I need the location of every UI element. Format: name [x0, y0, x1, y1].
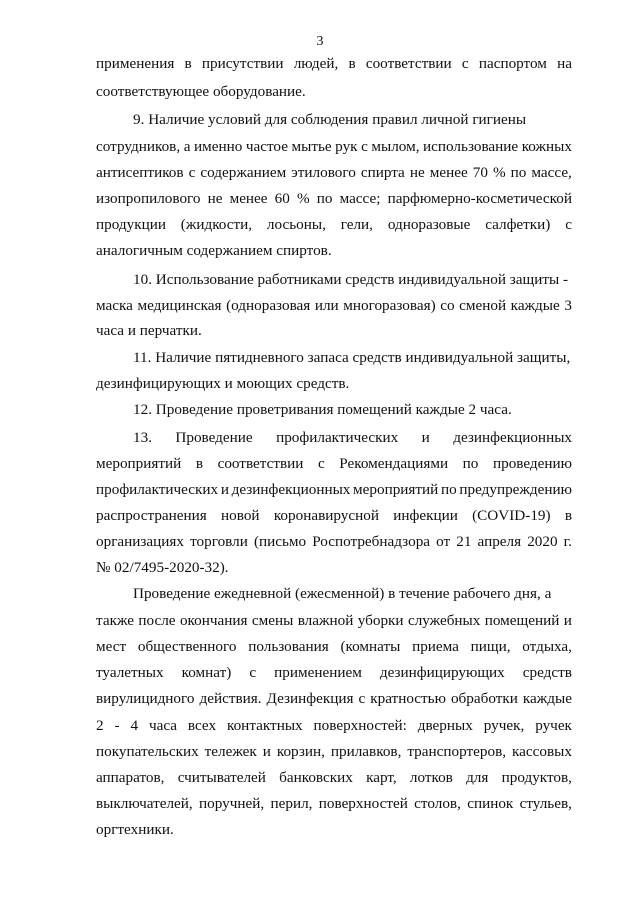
word: аппаратов, — [96, 769, 165, 786]
word: банковских — [279, 769, 353, 786]
text-line: 11. Наличие пятидневного запаса средств индивидуальной защиты, — [133, 349, 571, 366]
word: соответствии — [365, 55, 452, 72]
word: 13. — [133, 429, 152, 446]
word: пользования — [248, 638, 329, 655]
word: на — [557, 55, 572, 72]
word: изопропилового — [96, 190, 201, 207]
word: карт, — [366, 769, 397, 786]
word: Дезинфекция — [266, 690, 354, 707]
word: и — [421, 429, 430, 446]
word: поручней, — [199, 795, 265, 812]
word: соответствии — [217, 455, 304, 472]
word: в — [195, 455, 204, 472]
text-line: аналогичным содержанием спиртов. — [96, 242, 332, 259]
word: прилавков, — [330, 743, 402, 760]
word: (жидкости, — [180, 216, 253, 233]
word: с — [188, 164, 196, 181]
word: Роспотребнадзора — [312, 533, 431, 550]
word: тележек — [204, 743, 257, 760]
word: 2 — [96, 717, 104, 734]
word: с — [249, 664, 257, 681]
word: окончания — [179, 612, 248, 629]
word: всех — [187, 717, 217, 734]
word: или — [314, 297, 339, 314]
word: антисептиков — [96, 164, 184, 181]
text-line — [96, 215, 572, 235]
word: мылом, — [371, 138, 420, 155]
word: (одноразовая — [226, 297, 311, 314]
word: апреля — [477, 533, 522, 550]
text-line: соответствующее оборудование. — [96, 83, 306, 100]
word: с — [358, 690, 366, 707]
word: с — [361, 138, 368, 155]
word: и — [220, 481, 229, 498]
word: мероприятий — [96, 455, 182, 472]
word: сотрудников, — [96, 138, 181, 155]
word: ручек, — [483, 717, 525, 734]
text-line: 10. Использование работниками средств индивидуальной защиты - — [133, 271, 569, 288]
word: мероприятий — [353, 481, 439, 498]
word: служебных — [407, 612, 481, 629]
word: с — [565, 216, 572, 233]
word: мытье — [291, 138, 332, 155]
text-line — [96, 716, 572, 736]
word: 70 — [472, 164, 488, 181]
word: дезинфекционных — [453, 429, 572, 446]
word: этилового — [291, 164, 356, 181]
word: инфекции — [393, 507, 458, 524]
word: спирта — [360, 164, 405, 181]
word: от — [436, 533, 451, 550]
word: считывателей — [177, 769, 266, 786]
word: лосьоны, — [266, 216, 326, 233]
text-line — [96, 189, 572, 209]
word: покупательских — [96, 743, 199, 760]
word: корзин, — [276, 743, 325, 760]
text-line: оргтехники. — [96, 821, 174, 838]
word: 4 — [130, 717, 139, 734]
word: лотков — [409, 769, 453, 786]
word: с — [461, 55, 469, 72]
text-line — [96, 663, 572, 683]
text-line — [96, 454, 572, 474]
word: кратностью — [370, 690, 446, 707]
word: профилактических — [276, 429, 399, 446]
word: обработки — [450, 690, 518, 707]
text-line — [96, 137, 572, 157]
text-line — [96, 768, 572, 788]
word: часа — [148, 717, 178, 734]
word: - — [114, 717, 120, 734]
word: в — [348, 55, 356, 72]
word: комнат) — [181, 664, 232, 681]
word: Рекомендациями — [339, 455, 449, 472]
word: продуктов, — [501, 769, 572, 786]
word: туалетных — [96, 664, 164, 681]
word: контактных — [226, 717, 303, 734]
word: поверхностей: — [313, 717, 407, 734]
word: не — [409, 164, 425, 181]
word: действия. — [199, 690, 262, 707]
word: влажной — [297, 612, 354, 629]
word: кожных — [521, 138, 572, 155]
word: каждые — [522, 690, 572, 707]
word: маска — [96, 297, 133, 314]
word: рук — [335, 138, 358, 155]
word: массе, — [531, 164, 572, 181]
word: мест — [96, 638, 127, 655]
word: приема — [412, 638, 459, 655]
text-line — [96, 689, 572, 709]
text-line — [96, 794, 572, 814]
word: % — [492, 164, 506, 181]
word: использование — [423, 138, 519, 155]
word: кассовых — [512, 743, 572, 760]
word: по — [510, 164, 527, 181]
text-line — [96, 742, 572, 762]
word: многоразовая) — [343, 297, 436, 314]
text-line — [96, 54, 572, 74]
word: одноразовые — [387, 216, 471, 233]
word: и — [563, 612, 572, 629]
word: смены — [251, 612, 294, 629]
word: (письмо — [253, 533, 307, 550]
word: 2020 — [527, 533, 558, 550]
word: и — [262, 743, 271, 760]
word: распространения — [96, 507, 207, 524]
word: также — [96, 612, 134, 629]
word: применения — [96, 55, 175, 72]
text-line — [133, 428, 572, 448]
word: менее — [229, 190, 268, 207]
word: не — [207, 190, 223, 207]
word: % — [296, 190, 310, 207]
word: применением — [274, 664, 362, 681]
word: пищи, — [470, 638, 511, 655]
word: ручек — [535, 717, 572, 734]
word: транспортеров, — [407, 743, 507, 760]
word: по — [462, 455, 479, 472]
word: дезинфицирующих — [379, 664, 505, 681]
word: содержанием — [200, 164, 287, 181]
word: столов, — [414, 795, 461, 812]
word: 3 — [564, 297, 572, 314]
word: проведению — [492, 455, 572, 472]
word: по — [316, 190, 333, 207]
text-line — [96, 506, 572, 526]
word: отдыха, — [522, 638, 572, 655]
word: г. — [563, 533, 572, 550]
word: в — [184, 55, 192, 72]
word: (COVID-19) — [472, 507, 551, 524]
word: стульев, — [519, 795, 572, 812]
word: общественного — [137, 638, 237, 655]
word: а — [183, 138, 191, 155]
word: после — [138, 612, 176, 629]
text-line: 9. Наличие условий для соблюдения правил личной гигиены — [133, 111, 527, 128]
word: людей, — [293, 55, 339, 72]
word: вирулицидного — [96, 690, 195, 707]
word: (комнаты — [340, 638, 401, 655]
word: спинок — [467, 795, 514, 812]
word: дверных — [417, 717, 473, 734]
word: с — [317, 455, 325, 472]
text-line: дезинфицирующих и моющих средств. — [96, 375, 350, 392]
word: коронавирусной — [273, 507, 379, 524]
text-line: 12. Проведение проветривания помещений каждые 2 часа. — [133, 401, 512, 418]
text-line — [96, 296, 572, 316]
word: менее — [429, 164, 468, 181]
word: каждые — [510, 297, 560, 314]
word: Проведение — [175, 429, 253, 446]
word: массе; — [339, 190, 381, 207]
word: сменой — [459, 297, 507, 314]
text-line — [96, 611, 572, 631]
word: медицинская — [137, 297, 222, 314]
text-line — [96, 480, 572, 500]
word: продукции — [96, 216, 166, 233]
word: поверхностей — [318, 795, 408, 812]
word: 21 — [456, 533, 472, 550]
text-line — [96, 532, 572, 552]
word: для — [466, 769, 489, 786]
word: выключателей, — [96, 795, 193, 812]
word: гели, — [340, 216, 373, 233]
word: 60 — [274, 190, 290, 207]
word: организациях — [96, 533, 184, 550]
word: уборки — [357, 612, 404, 629]
word: паспортом — [478, 55, 547, 72]
word: перил, — [270, 795, 313, 812]
word: помещений — [484, 612, 560, 629]
text-line: Проведение ежедневной (ежесменной) в течение рабочего дня, а — [133, 585, 552, 602]
text-line — [96, 163, 572, 183]
word: присутствии — [201, 55, 284, 72]
word: именно — [193, 138, 243, 155]
word: новой — [221, 507, 260, 524]
text-line — [96, 637, 572, 657]
word: средств — [522, 664, 572, 681]
text-line: часа и перчатки. — [96, 322, 202, 339]
word: в — [564, 507, 572, 524]
word: по — [440, 481, 457, 498]
word: парфюмерно-косметической — [387, 190, 572, 207]
word: салфетки) — [485, 216, 551, 233]
page-number: 3 — [316, 34, 324, 49]
word: дезинфекционных — [231, 481, 351, 498]
word: профилактических — [96, 481, 219, 498]
word: предупреждению — [459, 481, 572, 498]
word: частое — [245, 138, 288, 155]
word: со — [440, 297, 455, 314]
word: торговли — [190, 533, 248, 550]
text-line: № 02/7495-2020-32). — [96, 559, 229, 576]
